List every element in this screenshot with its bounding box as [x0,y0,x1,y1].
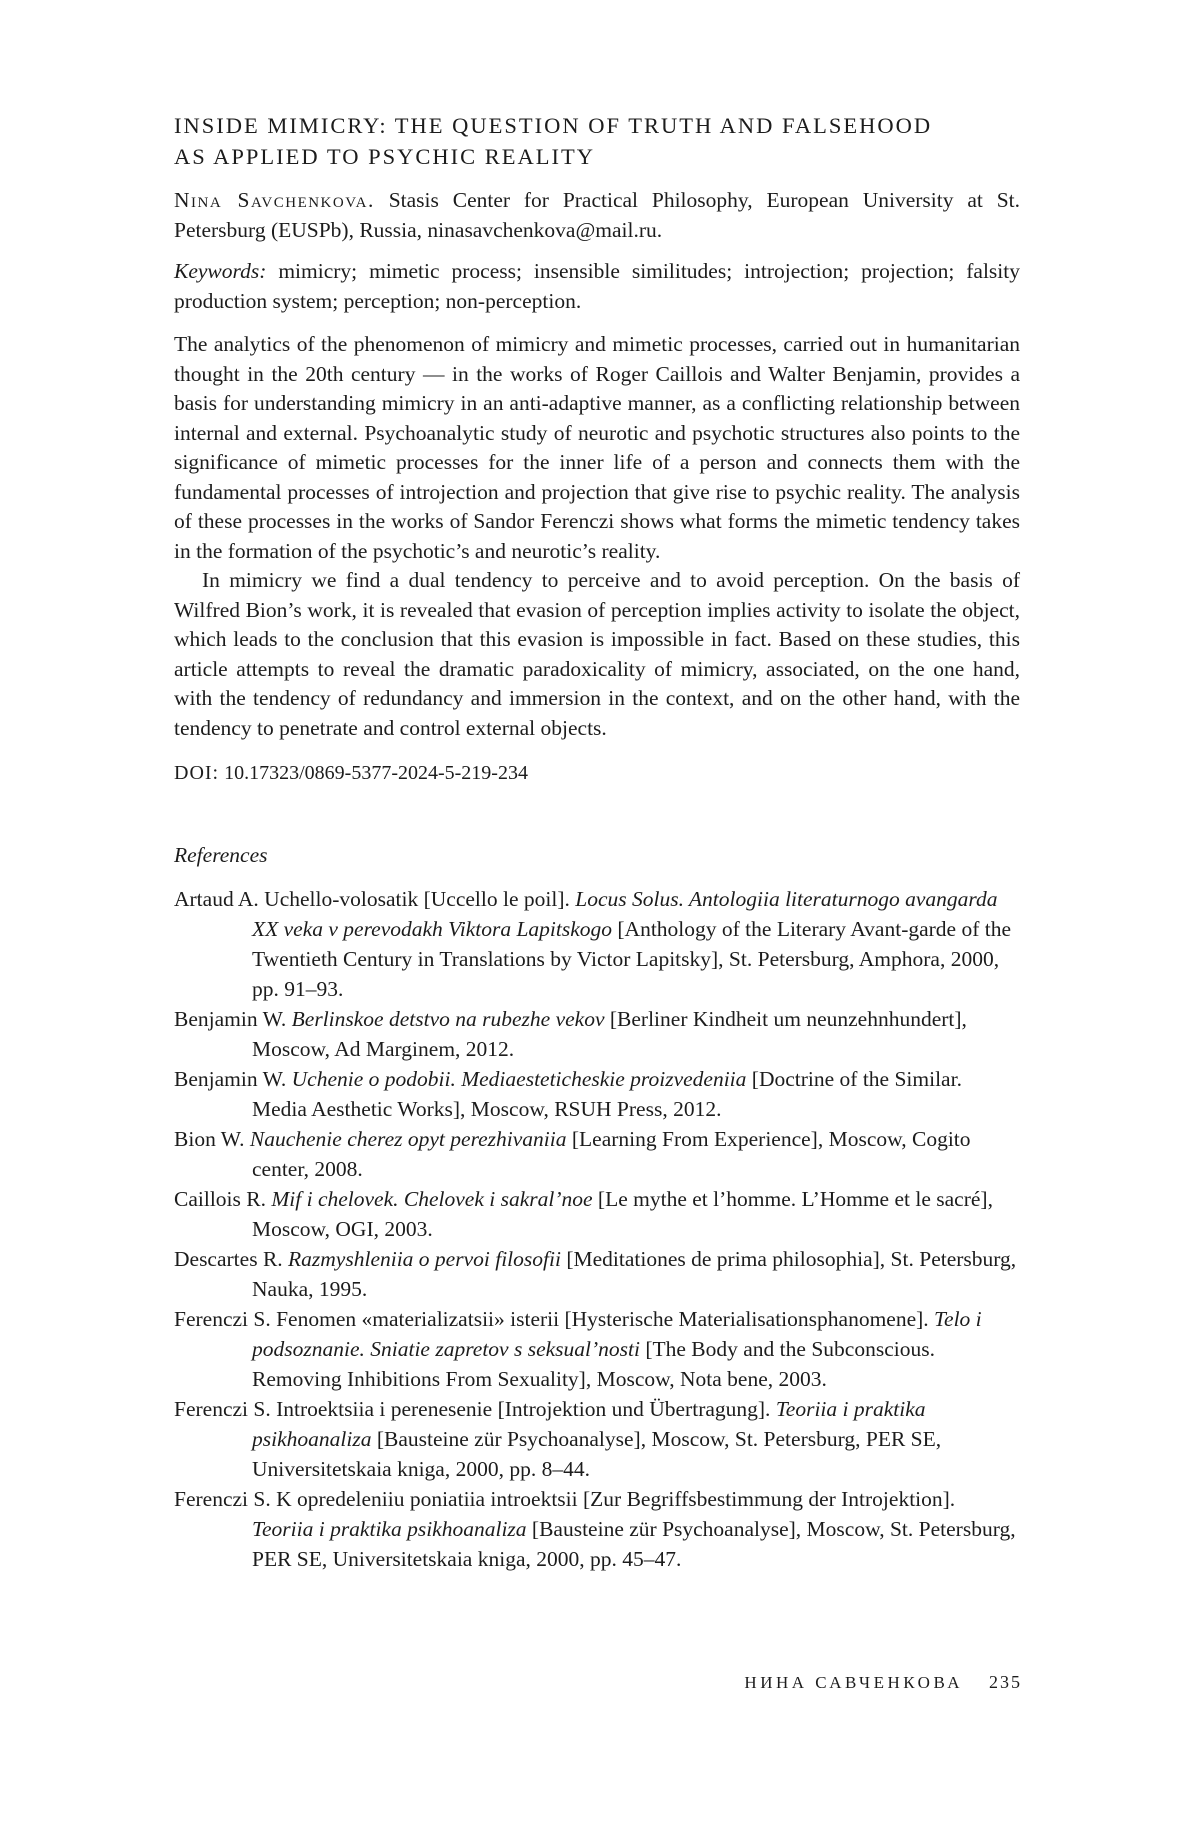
article-title [174,110,1020,172]
page-footer [744,1672,1022,1693]
reference-item: Benjamin W. Berlinskoe detstvo na rubezhe vekov [Berliner Kindheit um neunzehnhundert], Moscow, Ad Marginem, 2012. [174,1007,967,1061]
keywords-text: mimicry; mimetic process; insensible similitudes; introjection; projection; falsity production system; perception; non-perception. [174,259,1020,313]
reference-item: Ferenczi S. Introektsiia i perenesenie [Introjektion und Übertragung]. Teoriia i praktika psikhoanaliza [Bausteine zür Psychoanalyse], Moscow, St. Petersburg, PER SE, Universitetskaia kniga, 2000, pp. 8–44. [174,1397,942,1481]
reference-item: Artaud A. Uchello-volosatik [Uccello le poil]. Locus Solus. Antologiia literaturnogo avangarda XX veka v perevodakh Viktora Lapitskogo [Anthology of the Literary Avant-garde of the Twentieth Century in Translations by Victor Lapitsky], St. Petersburg, Amphora, 2000, pp. 91–93. [174,887,1012,1001]
abstract-paragraph-1: The analytics of the phenomenon of mimicry and mimetic processes, carried out in humanitarian thought in the 20th century — in the works of Roger Caillois and Walter Benjamin, provides a basis for understanding mimicry in an anti-adaptive manner, as a conflicting relationship between internal and external. Psychoanalytic study of neurotic and psychotic structures also points to the significance of mimetic processes for the inner life of a person and connects them with the fundamental processes of introjection and projection that give rise to psychic reality. The analysis of these processes in the works of Sandor Ferenczi shows what forms the mimetic tendency takes in the formation of the psychotic’s and neurotic’s reality. [174,332,1020,563]
doi [174,759,1020,789]
article-title-line-2: AS APPLIED TO PSYCHIC REALITY [174,144,595,169]
reference-item: Caillois R. Mif i chelovek. Chelovek i sakral’noe [Le mythe et l’homme. L’Homme et le sacré], Moscow, OGI, 2003. [174,1187,993,1241]
reference-item: Ferenczi S. K opredeleniiu poniatiia introektsii [Zur Begriffsbestimmung der Introjektion]. Teoriia i praktika psikhoanaliza [Bausteine zür Psychoanalyse], Moscow, St. Petersburg, PER SE, Universitetskaia kniga, 2000, pp. 45–47. [174,1487,1016,1571]
doi-label: DOI: [174,762,220,784]
references-list [174,884,1020,1574]
reference-item: Benjamin W. Uchenie o podobii. Mediaesteticheskie proizvedeniia [Doctrine of the Similar. Media Aesthetic Works], Moscow, RSUH Press, 2012. [174,1067,962,1121]
running-head: НИНА САВЧЕНКОВА [744,1673,963,1692]
reference-item: Bion W. Nauchenie cherez opyt perezhivaniia [Learning From Experience], Moscow, Cogito center, 2008. [174,1127,971,1181]
reference-item: Ferenczi S. Fenomen «materializatsii» isterii [Hysterische Materialisationsphanomene]. Telo i podsoznanie. Sniatie zapretov s seksual’nosti [The Body and the Subconscious. Removing Inhibitions From Sexuality], Moscow, Nota bene, 2003. [174,1307,982,1391]
references-heading: References [174,842,268,867]
page-content [174,110,1020,1574]
author-name: Nina Savchenkova. [174,188,375,212]
reference-item: Descartes R. Razmyshleniia o pervoi filosofii [Meditationes de prima philosophia], St. Petersburg, Nauka, 1995. [174,1247,1017,1301]
article-title-line-1: INSIDE MIMICRY: THE QUESTION OF TRUTH AND FALSEHOOD [174,113,933,138]
doi-value: 10.17323/0869-5377-2024-5-219-234 [219,762,528,784]
keywords [174,257,1020,316]
page-number: 235 [989,1672,1022,1692]
abstract [174,330,1020,743]
abstract-paragraph-2: In mimicry we find a dual tendency to perceive and to avoid perception. On the basis of Wilfred Bion’s work, it is revealed that evasion of perception implies activity to isolate the object, which leads to the conclusion that this evasion is impossible in fact. Based on these studies, this article attempts to reveal the dramatic paradoxicality of mimicry, associated, on the one hand, with the tendency of redundancy and immersion in the context, and on the other hand, with the tendency to penetrate and control external objects. [174,568,1020,740]
keywords-label: Keywords: [174,259,267,283]
author-block [174,186,1020,245]
author-affiliation: Stasis Center for Practical Philosophy, European University at St. Petersburg (EUSPb), Russia, ninasavchenkova@mail.ru. [174,188,1021,242]
